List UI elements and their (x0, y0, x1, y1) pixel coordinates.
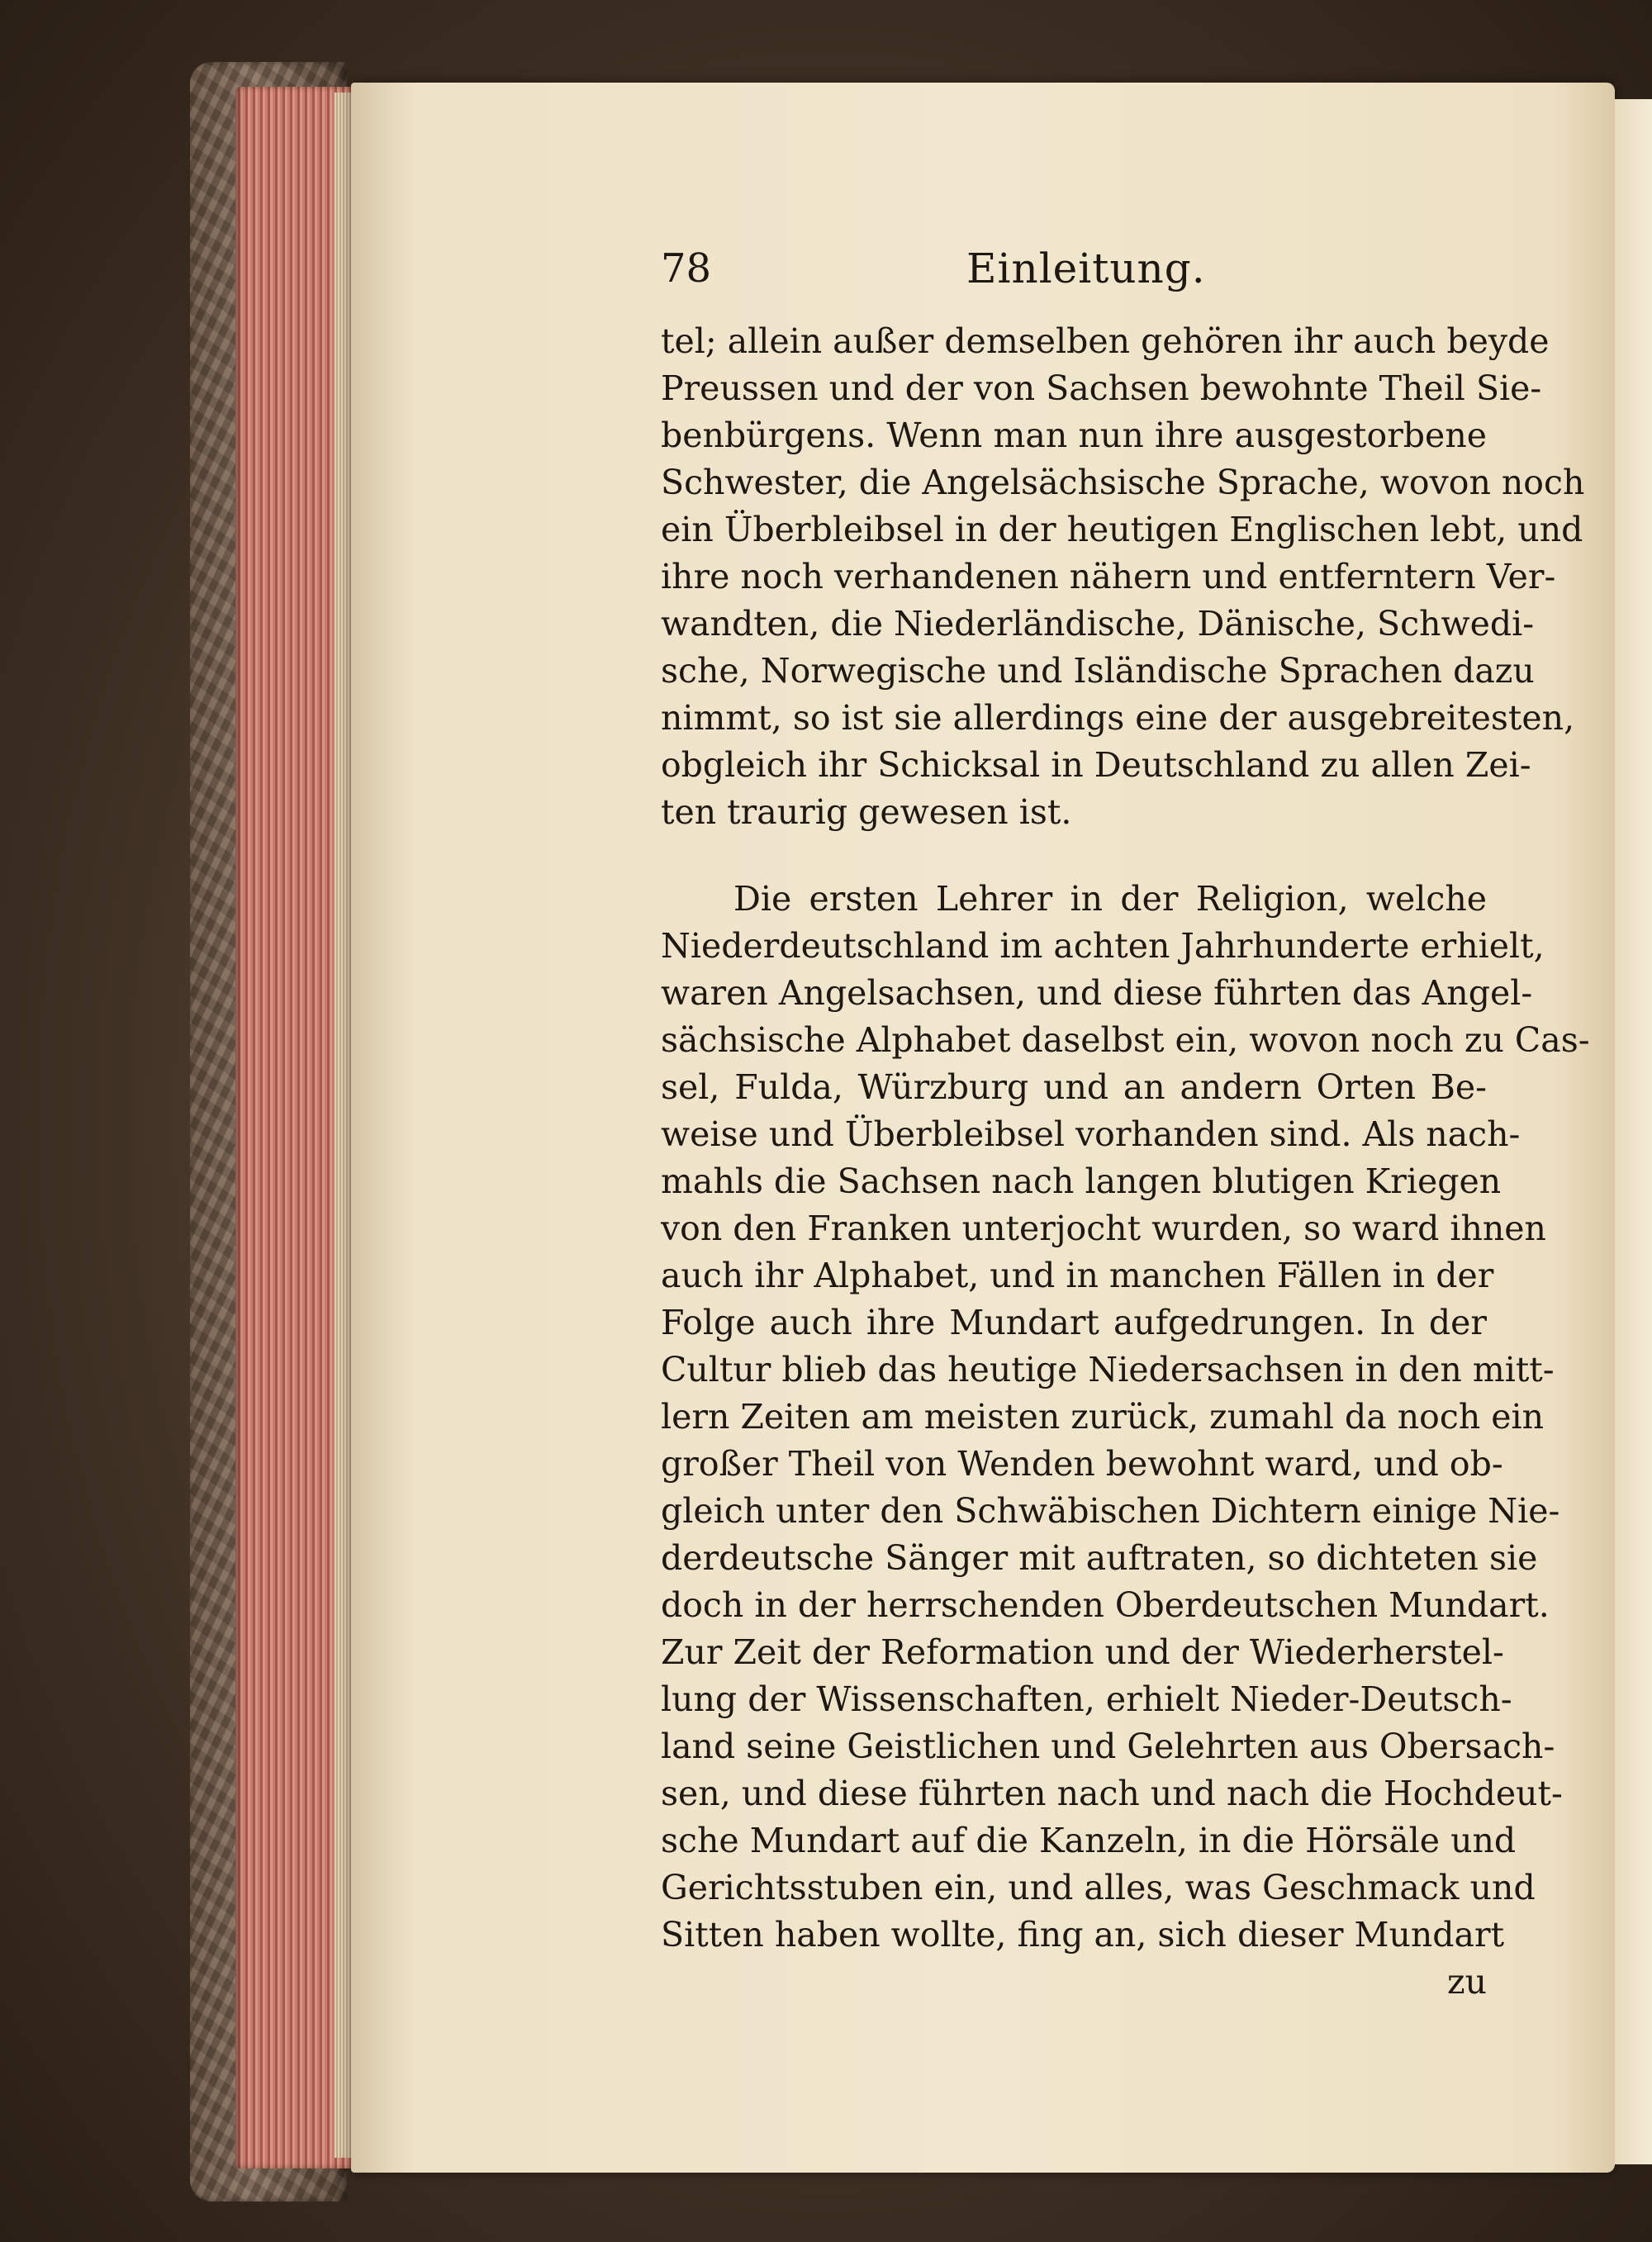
page-header (661, 240, 1487, 297)
text-line: Cultur blieb das heutige Niedersachsen in den mitt- (661, 1350, 1555, 1389)
text-line: Schwester, die Angelsächsische Sprache, wovon noch (661, 463, 1585, 502)
text-line: Folge auch ihre Mundart aufgedrungen. In der (661, 1303, 1487, 1342)
text-line: land seine Geistlichen und Gelehrten aus Obersach- (661, 1727, 1555, 1766)
text-line: mahls die Sachsen nach langen blutigen Kriegen (661, 1161, 1502, 1201)
facing-page-edge (1615, 99, 1652, 2164)
text-line: Sitten haben wollte, fing an, sich dieser Mundart (661, 1915, 1505, 1955)
text-line: nimmt, so ist sie allerdings eine der ausgebreitesten, (661, 698, 1575, 738)
text-line: Niederdeutschland im achten Jahrhunderte erhielt, (661, 926, 1545, 966)
text-line: sche Mundart auf die Kanzeln, in die Hörsäle und (661, 1821, 1517, 1860)
text-block (661, 240, 1590, 2140)
text-line: weise und Überbleibsel vorhanden sind. Als nach- (661, 1114, 1521, 1154)
text-line: lern Zeiten am meisten zurück, zumahl da noch ein (661, 1397, 1545, 1437)
text-line: sel, Fulda, Würzburg und an andern Orten Be- (661, 1067, 1487, 1107)
text-line: großer Theil von Wenden bewohnt ward, und ob- (661, 1444, 1503, 1484)
page-number: 78 (661, 245, 712, 292)
text-line: ihre noch verhandenen nähern und entferntern Ver- (661, 557, 1556, 596)
catchword: zu (1446, 1962, 1487, 2002)
text-line: waren Angelsachsen, und diese führten das Angel- (661, 973, 1533, 1013)
text-line: Zur Zeit der Reformation und der Wiederherstel- (661, 1632, 1504, 1672)
text-line: sächsische Alphabet daselbst ein, wovon noch zu Cas- (661, 1020, 1590, 1060)
text-line: tel; allein außer demselben gehören ihr auch beyde (661, 321, 1550, 361)
text-line: lung der Wissenschaften, erhielt Nieder-Deutsch- (661, 1679, 1512, 1719)
text-line: Preussen und der von Sachsen bewohnte Theil Sie- (661, 368, 1542, 408)
text-line: obgleich ihr Schicksal in Deutschland zu allen Zei- (661, 745, 1531, 785)
text-line: sche, Norwegische und Isländische Sprachen dazu (661, 651, 1535, 691)
text-line: doch in der herrschenden Oberdeutschen Mundart. (661, 1585, 1550, 1625)
text-line: Gerichtsstuben ein, und alles, was Geschmack und (661, 1868, 1536, 1907)
text-line: auch ihr Alphabet, und in manchen Fällen in der (661, 1256, 1494, 1295)
paragraph-first-line: Die ersten Lehrer in der Religion, welche (733, 879, 1487, 919)
text-line: derdeutsche Sänger mit auftraten, so dichteten sie (661, 1538, 1538, 1578)
text-line: von den Franken unterjocht wurden, so ward ihnen (661, 1209, 1546, 1248)
text-line: gleich unter den Schwäbischen Dichtern einige Nie- (661, 1491, 1560, 1531)
text-line: ein Überbleibsel in der heutigen Englischen lebt, und (661, 510, 1583, 549)
text-line: ten traurig gewesen ist. (661, 792, 1072, 832)
running-head: Einleitung. (966, 245, 1206, 292)
text-line: sen, und diese führten nach und nach die Hochdeut- (661, 1774, 1563, 1813)
text-line: wandten, die Niederländische, Dänische, Schwedi- (661, 604, 1535, 644)
text-line: benbürgens. Wenn man nun ihre ausgestorbene (661, 416, 1487, 455)
